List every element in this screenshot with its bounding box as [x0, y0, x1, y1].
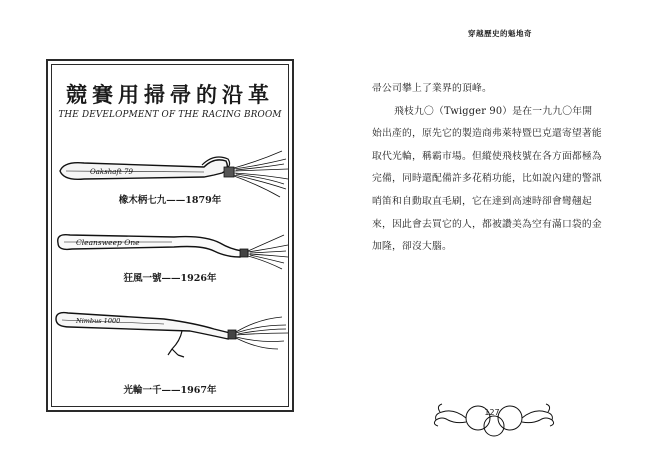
left-page-frame [46, 59, 294, 412]
paragraph: 飛枝九〇（Twigger 90）是在一九九〇年開始出產的，原先它的製造商弗萊特暨巴克還寄望著能取代光輪，稱霸市場。但縱使飛枝號在各方面都極為完備，同時還配備許多花稍功能，比如說內建的警訊哨笛和自動取直毛刷，它在達到高速時卻會彎翹起來，因此會去買它的人，都被讚美為空有滿口袋的金加隆，卻沒大腦。 [372, 105, 602, 253]
page-number: 127 [484, 408, 500, 417]
broom-caption: 光輪一千——1967年 [123, 385, 217, 396]
chapter-subtitle-english: THE DEVELOPMENT OF THE RACING BROOM [58, 109, 282, 120]
paragraph: 帚公司攀上了業界的頂峰。 [372, 83, 492, 94]
broom-caption: 狂風一號——1926年 [123, 273, 217, 284]
body-text [372, 78, 602, 259]
broom-caption: 橡木柄七九——1879年 [118, 195, 222, 206]
handle-inscription: Oakshaft 79 [90, 168, 133, 176]
broom-illustration-cleansweep [54, 225, 290, 279]
quidditch-ornament-icon [428, 396, 558, 438]
running-header: 穿越歷史的魁地奇 [468, 29, 532, 38]
handle-inscription: Cleansweep One [76, 238, 140, 247]
chapter-title: 競賽用掃帚的沿革 [66, 82, 274, 107]
broom-illustration-oakshaft [54, 147, 290, 201]
handle-inscription: Nimbus 1000 [76, 317, 121, 325]
broom-illustration-nimbus [54, 305, 290, 359]
